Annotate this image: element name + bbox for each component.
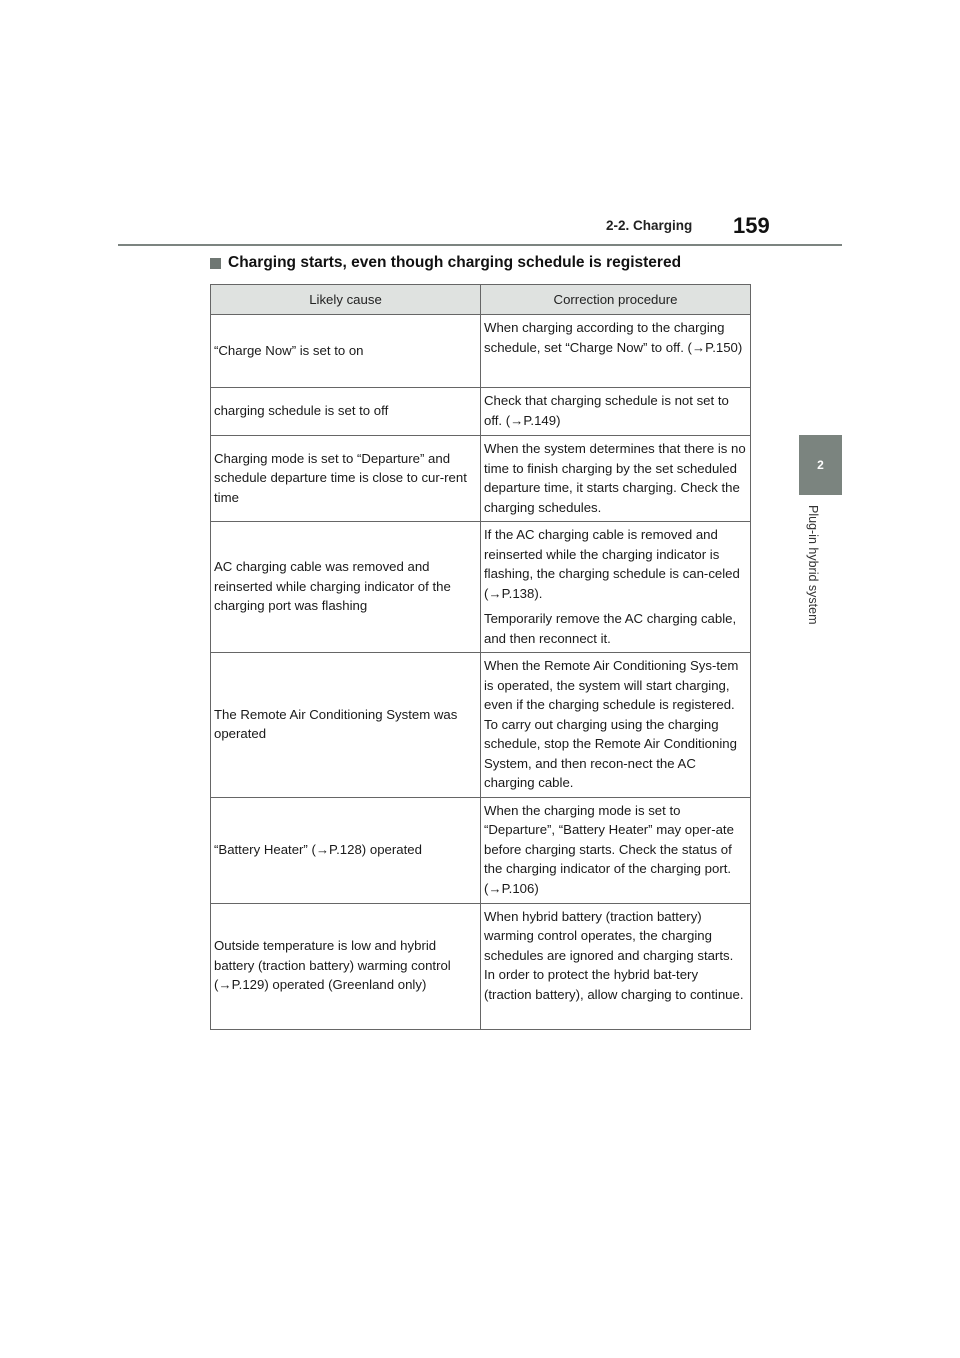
chapter-number: 2 <box>817 458 824 472</box>
likely-cause-cell: Outside temperature is low and hybrid battery (traction battery) warming control (→P.129) operated (Greenland only) <box>211 903 481 1029</box>
table-row <box>211 522 751 653</box>
table-row <box>211 315 751 388</box>
section-title: 2-2. Charging <box>606 218 693 233</box>
likely-cause-cell: Charging mode is set to “Departure” and schedule departure time is close to cur-rent time <box>211 436 481 522</box>
table-body <box>211 315 751 1030</box>
procedure-paragraph: When the Remote Air Conditioning Sys-tem is operated, the system will start charging, even if the charging schedule is registered. To carry out charging using the charging schedule, stop the Remote Air Conditioning System, and then recon-nect the AC charging cable. <box>484 658 739 790</box>
procedure-paragraph: When the system determines that there is no time to finish charging by the set scheduled departure time, it starts charging. Check the charging schedules. <box>484 441 746 515</box>
likely-cause-cell: “Charge Now” is set to on <box>211 315 481 388</box>
section-heading-text: Charging starts, even though charging schedule is registered <box>228 254 682 271</box>
table-row <box>211 436 751 522</box>
table-row <box>211 653 751 798</box>
chapter-tab <box>799 435 842 495</box>
procedure-paragraph: When hybrid battery (traction battery) warming control operates, the charging schedules are ignored and charging starts. In order to protect the hybrid bat-tery (traction battery), allow charging to continue. <box>484 908 744 1002</box>
column-header-correction-procedure: Correction procedure <box>481 285 751 315</box>
likely-cause-cell: charging schedule is set to off <box>211 388 481 436</box>
likely-cause-cell: AC charging cable was removed and reinserted while charging indicator of the charging port was flashing <box>211 522 481 653</box>
table-row <box>211 903 751 1029</box>
table-row <box>211 388 751 436</box>
page-number: 159 <box>733 213 770 238</box>
correction-procedure-cell <box>481 436 751 522</box>
table-header-row <box>211 285 751 315</box>
procedure-paragraph: Temporarily remove the AC charging cable, and then reconnect it. <box>484 611 737 646</box>
procedure-paragraph: When the charging mode is set to “Departure”, “Battery Heater” may oper-ate before charging starts. Check the status of the charging indicator of the charging port. (→P.106) <box>484 802 734 896</box>
likely-cause-cell: The Remote Air Conditioning System was operated <box>211 653 481 798</box>
correction-procedure-cell <box>481 653 751 798</box>
header-divider <box>118 244 842 246</box>
section-heading <box>210 254 681 272</box>
procedure-paragraph: Check that charging schedule is not set to off. (→P.149) <box>484 393 729 428</box>
correction-procedure-cell <box>481 388 751 436</box>
procedure-paragraph: When charging according to the charging schedule, set “Charge Now” to off. (→P.150) <box>484 320 743 355</box>
procedure-paragraph: If the AC charging cable is removed and reinserted while the charging indicator is flashing, the charging schedule is can-celed (→P.138). <box>484 527 740 601</box>
troubleshooting-table <box>210 284 751 1030</box>
correction-procedure-cell <box>481 903 751 1029</box>
correction-procedure-cell <box>481 315 751 388</box>
correction-procedure-cell <box>481 797 751 903</box>
table-row <box>211 797 751 903</box>
correction-procedure-cell <box>481 522 751 653</box>
heading-bullet-icon <box>210 258 221 269</box>
likely-cause-cell: “Battery Heater” (→P.128) operated <box>211 797 481 903</box>
chapter-title: Plug-in hybrid system <box>806 505 820 625</box>
column-header-likely-cause: Likely cause <box>211 285 481 315</box>
